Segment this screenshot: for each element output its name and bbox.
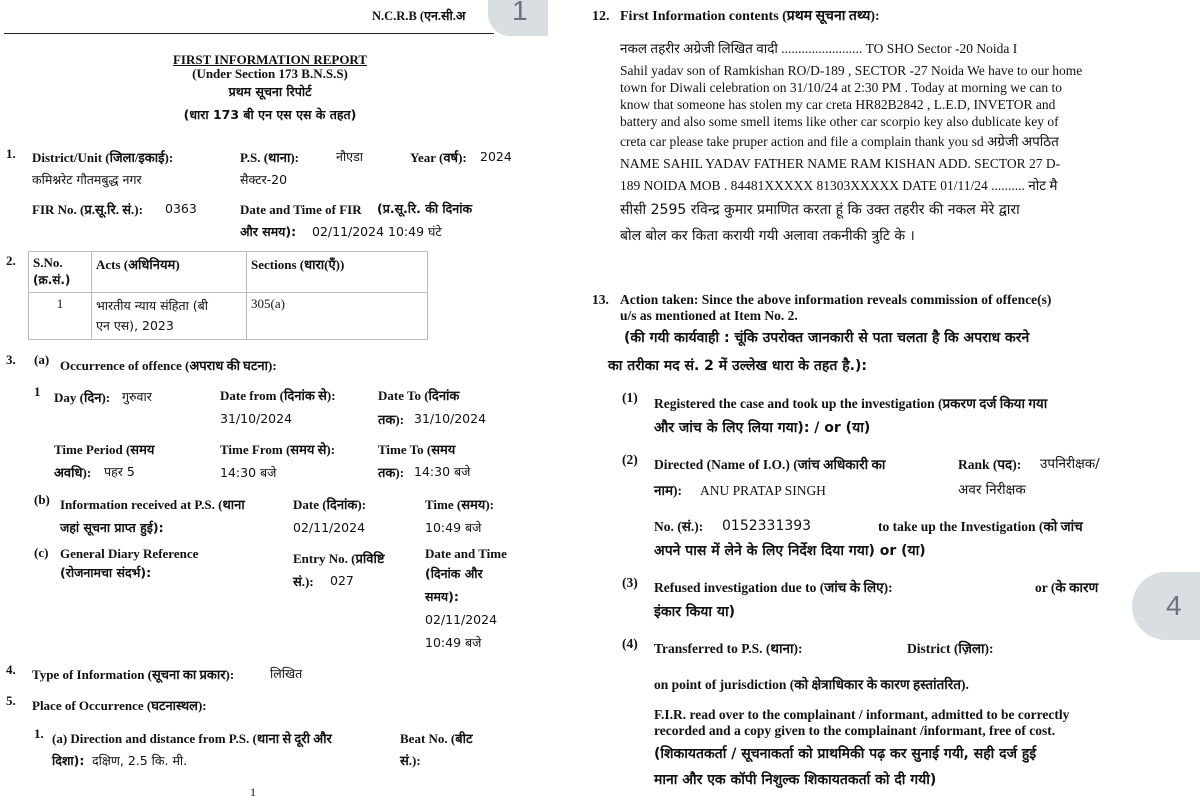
action-4-num: (4) bbox=[622, 636, 638, 651]
footer-page-number: 1 bbox=[250, 785, 256, 799]
col-sno: S.No. (क्र.सं.) bbox=[29, 252, 92, 293]
read-over-line-1: F.I.R. read over to the complainant / informant, admitted to be correctly bbox=[654, 707, 1070, 722]
report-title: FIRST INFORMATION REPORT bbox=[172, 52, 368, 67]
header-rule bbox=[4, 33, 494, 34]
content-line: NAME SAHIL YADAV FATHER NAME RAM KISHAN ADD. SECTOR 27 D- bbox=[620, 156, 1061, 171]
fir-date-label: Date and Time of FIR bbox=[240, 202, 362, 217]
section-4-num: 4. bbox=[6, 662, 16, 677]
io-name-label-2: नाम): bbox=[654, 483, 683, 498]
place-item: 1. bbox=[34, 726, 44, 741]
ps-label: P.S. (थाना): bbox=[240, 150, 299, 165]
content-line: town for Diwali celebration on 31/10/24 at 2:30 PM . Today at morning we can to bbox=[620, 80, 1062, 95]
info-type-label: Type of Information (सूचना का प्रकार): bbox=[32, 667, 235, 682]
page-number-badge: 1 bbox=[488, 0, 548, 36]
table-row bbox=[29, 293, 428, 340]
action-taken-label: Action taken: Since the above information reveals commission of offence(s) bbox=[620, 292, 1052, 307]
io-rank-label: Rank (पद): bbox=[958, 457, 1022, 472]
refused-or: or (के कारण bbox=[1035, 580, 1099, 595]
section-3-num: 3. bbox=[6, 352, 16, 367]
action-3-num: (3) bbox=[622, 575, 638, 590]
time-to-value: 14:30 बजे bbox=[414, 464, 471, 479]
date-to-label: Date To (दिनांक bbox=[378, 388, 460, 403]
gd-label: General Diary Reference bbox=[60, 546, 199, 561]
fir-page-right bbox=[592, 0, 1200, 800]
beat-label-2: सं.): bbox=[400, 753, 421, 768]
date-from-value: 31/10/2024 bbox=[220, 411, 293, 426]
fir-date-value: 02/11/2024 10:49 घंटे bbox=[312, 224, 442, 239]
action-taken-label-2: u/s as mentioned at Item No. 2. bbox=[620, 308, 798, 323]
row-section: 305(a) bbox=[247, 293, 428, 340]
sub-c: (c) bbox=[34, 545, 49, 560]
info-received-label: Information received at P.S. (थाना bbox=[60, 497, 245, 512]
section-2-num: 2. bbox=[6, 253, 16, 268]
content-line: 189 NOIDA MOB . 84481XXXXX 81303XXXXX DATE 01/11/24 .......... नोट मै bbox=[620, 178, 1058, 193]
action-2-num: (2) bbox=[622, 452, 638, 467]
date-to-label-2: तक): bbox=[378, 412, 405, 427]
ncrb-header: N.C.R.B (एन.सी.अ bbox=[372, 9, 466, 23]
action-1-text-2: और जांच के लिए लिया गया): / or (या) bbox=[654, 420, 871, 436]
read-over-line-4: माना और एक कॉपी निशुल्क शिकायतकर्ता को दी गयी) bbox=[654, 772, 937, 788]
content-line: creta car please take pruper action and file a complain thank you sd अग्रेजी अपठित bbox=[620, 134, 1059, 149]
transferred-ps: Transferred to P.S. (थाना): bbox=[654, 641, 803, 656]
col-sections: Sections (धारा(एँ)) bbox=[247, 252, 428, 293]
refused-investigation-2: इंकार किया या) bbox=[654, 604, 735, 620]
section-1-num: 1. bbox=[6, 146, 16, 161]
page-number-badge-right: 4 bbox=[1132, 572, 1200, 640]
action-taken-hindi: (की गयी कार्यवाही : चूंकि उपरोक्त जानकारी से पता चलता है कि अपराध करने bbox=[624, 330, 1030, 346]
sub-b: (b) bbox=[34, 492, 50, 507]
refused-investigation: Refused investigation due to (जांच के लिए): bbox=[654, 580, 893, 595]
section-12-num: 12. bbox=[592, 9, 610, 24]
time-period-label: Time Period (समय bbox=[54, 442, 155, 457]
time-to-label: Time To (समय bbox=[378, 442, 456, 457]
place-label: Place of Occurrence (घटनास्थल): bbox=[32, 698, 207, 713]
io-name-value: ANU PRATAP SINGH bbox=[700, 483, 826, 498]
day-value: गुरुवार bbox=[122, 389, 152, 404]
ps-value: नौएडा bbox=[336, 149, 364, 164]
ps-value-2: सैक्टर-20 bbox=[240, 172, 288, 187]
info-date-label: Date (दिनांक): bbox=[293, 497, 367, 512]
report-subtitle-hindi: (धारा 173 बी एन एस एस के तहत) bbox=[183, 107, 357, 122]
fir-no-label: FIR No. (प्र.सू.रि. सं.): bbox=[32, 202, 143, 217]
section-12-label: First Information contents (प्रथम सूचना तथ्य): bbox=[620, 9, 880, 24]
fir-date-label-2: और समय): bbox=[240, 224, 297, 239]
io-number-label: No. (सं.): bbox=[654, 519, 704, 534]
take-up-investigation: to take up the Investigation (को जांच bbox=[878, 519, 1083, 534]
io-rank-value: उपनिरीक्षक/ bbox=[1040, 456, 1100, 472]
direction-label-2: दिशा): bbox=[52, 753, 85, 768]
section-5-num: 5. bbox=[6, 693, 16, 708]
fir-date-label-hi: (प्र.सू.रि. की दिनांक bbox=[377, 201, 473, 216]
row-sno: 1 bbox=[29, 293, 92, 340]
content-line: सीसी 2595 रविन्द्र कुमार प्रमाणित करता हूं कि उक्त तहरीर की नकल मेरे द्वारा bbox=[620, 202, 1020, 218]
io-number-value: 0152331393 bbox=[722, 518, 812, 534]
year-value: 2024 bbox=[480, 149, 512, 164]
io-rank-value-2: अवर निरीक्षक bbox=[958, 482, 1026, 498]
day-label: Day (दिन): bbox=[54, 390, 111, 405]
occurrence-item: 1 bbox=[34, 384, 41, 399]
gd-datetime-label-2: (दिनांक और bbox=[425, 566, 483, 581]
time-to-label-2: तक): bbox=[378, 465, 405, 480]
occurrence-label: Occurrence of offence (अपराध की घटना): bbox=[60, 358, 277, 373]
gd-datetime-value: 02/11/2024 bbox=[425, 612, 498, 627]
info-time-value: 10:49 बजे bbox=[425, 520, 482, 535]
direction-value: दक्षिण, 2.5 कि. मी. bbox=[92, 753, 188, 768]
sub-a: (a) bbox=[34, 352, 50, 367]
gd-datetime-value-2: 10:49 बजे bbox=[425, 635, 482, 650]
date-from-label: Date from (दिनांक से): bbox=[220, 388, 336, 403]
section-13-num: 13. bbox=[592, 292, 609, 307]
direction-label: (a) Direction and distance from P.S. (थाना से दूरी और bbox=[52, 731, 332, 746]
content-line: बोल बोल कर किता करायी गयी अलावा तकनीकी त्रुटि के । bbox=[620, 228, 915, 244]
entry-label: Entry No. (प्रविष्टि bbox=[293, 551, 385, 566]
time-period-value: पहर 5 bbox=[104, 464, 135, 479]
info-type-value: लिखित bbox=[270, 666, 303, 681]
col-acts: Acts (अधिनियम) bbox=[92, 252, 247, 293]
transferred-district: District (ज़िला): bbox=[907, 641, 994, 656]
date-to-value: 31/10/2024 bbox=[414, 411, 487, 426]
year-label: Year (वर्ष): bbox=[410, 150, 467, 165]
action-1-text: Registered the case and took up the investigation (प्रकरण दर्ज किया गया bbox=[654, 396, 1048, 411]
report-subtitle: (Under Section 173 B.N.S.S) bbox=[192, 66, 348, 81]
beat-label: Beat No. (बीट bbox=[400, 731, 473, 746]
action-1-num: (1) bbox=[622, 390, 638, 405]
io-name-label: Directed (Name of I.O.) (जांच अधिकारी का bbox=[654, 457, 886, 472]
info-received-label-2: जहां सूचना प्राप्त हुई): bbox=[60, 520, 164, 535]
acts-table bbox=[28, 251, 428, 340]
time-from-value: 14:30 बजे bbox=[220, 465, 277, 480]
read-over-line-2: recorded and a copy given to the complainant /informant, free of cost. bbox=[654, 723, 1056, 738]
fir-no-value: 0363 bbox=[165, 201, 197, 216]
info-date-value: 02/11/2024 bbox=[293, 520, 366, 535]
time-from-label: Time From (समय से): bbox=[220, 442, 336, 457]
content-line: battery and also some smell items like other car scorpio key also dublicate key of bbox=[620, 114, 1059, 129]
content-line: नकल तहरीर अग्रेजी लिखित वादी ........................ TO SHO Sector -20 Noida I bbox=[620, 41, 1018, 56]
content-line: Sahil yadav son of Ramkishan RO/D-189 , SECTOR -27 Noida We have to our home bbox=[620, 63, 1083, 78]
read-over-line-3: (शिकायतकर्ता / सूचनाकर्ता को प्राथमिकी पढ़ कर सुनाई गयी, सही दर्ज हुई bbox=[654, 746, 1037, 762]
acts-table-header bbox=[29, 252, 428, 293]
district-label: District/Unit (जिला/इकाई): bbox=[32, 150, 174, 165]
report-title-hindi: प्रथम सूचना रिपोर्ट bbox=[228, 84, 312, 99]
fir-page-left bbox=[0, 0, 548, 800]
time-period-label-2: अवधि): bbox=[54, 465, 92, 480]
take-up-investigation-2: अपने पास में लेने के लिए निर्देश दिया गया) or (या) bbox=[654, 543, 926, 559]
entry-label-2: सं.): bbox=[293, 574, 314, 589]
district-value: कमिश्नरेट गौतमबुद्ध नगर bbox=[32, 172, 142, 187]
entry-value: 027 bbox=[330, 573, 354, 588]
gd-datetime-label-3: समय): bbox=[425, 589, 459, 604]
gd-datetime-label: Date and Time bbox=[425, 546, 507, 561]
content-line: know that someone has stolen my car creta HR82B2842 , L.E.D, INVETOR and bbox=[620, 97, 1056, 112]
action-taken-hindi-2: का तरीका मद सं. 2 में उल्लेख धारा के तहत है.): bbox=[608, 358, 867, 374]
gd-label-2: (रोजनामचा संदर्भ): bbox=[60, 565, 152, 580]
first-information-contents bbox=[620, 40, 1190, 249]
row-act: भारतीय न्याय संहिता (बी एन एस), 2023 bbox=[92, 293, 247, 340]
info-time-label: Time (समय): bbox=[425, 497, 494, 512]
jurisdiction-note: on point of jurisdiction (को क्षेत्राधिकार के कारण हस्तांतरित). bbox=[654, 677, 969, 692]
